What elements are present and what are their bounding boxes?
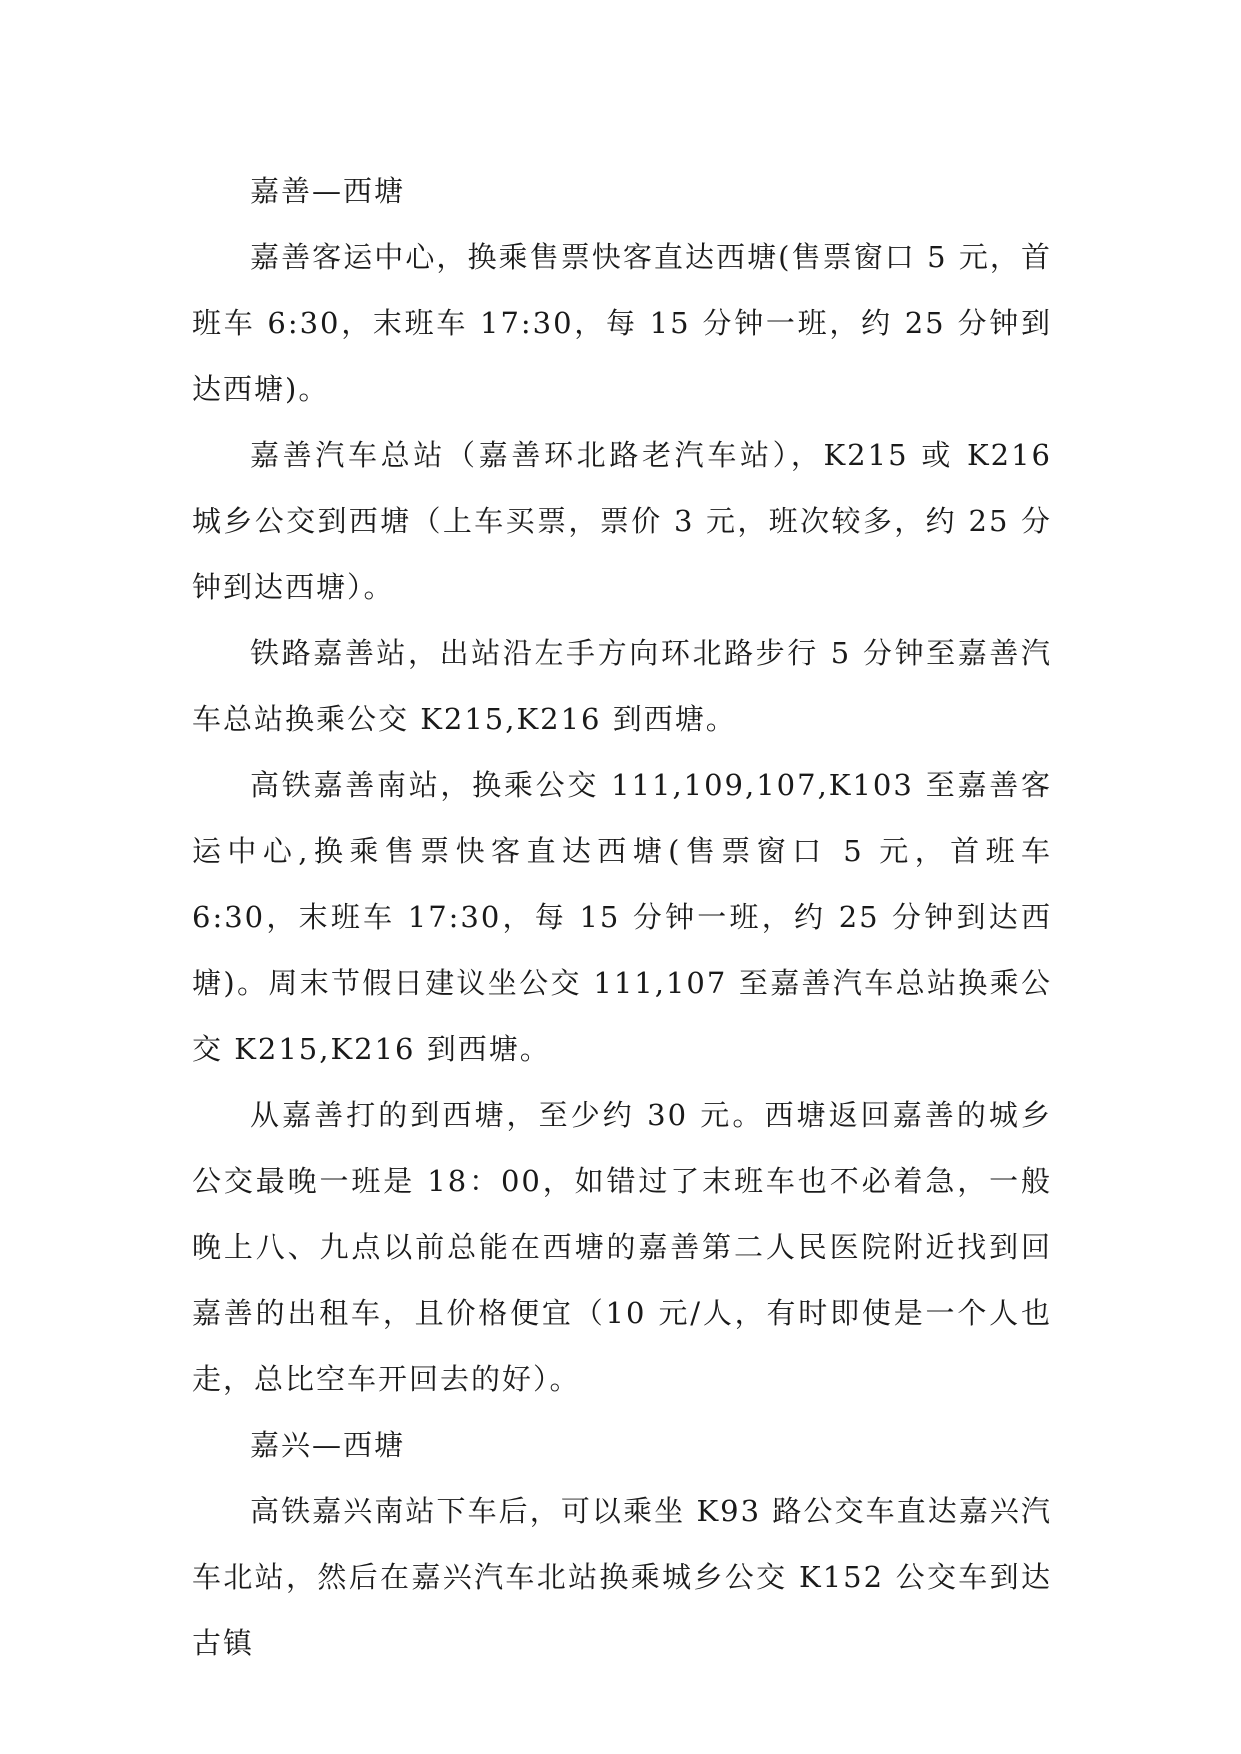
paragraph-passenger-center: 嘉善客运中心，换乘售票快客直达西塘(售票窗口 5 元，首班车 6:30，末班车 17:30，每 15 分钟一班，约 25 分钟到达西塘)。 (192, 240, 1052, 406)
paragraph-jiaxing-south: 高铁嘉兴南站下车后，可以乘坐 K93 路公交车直达嘉兴汽车北站，然后在嘉兴汽车北站换乘城乡公交 K152 公交车到达古镇 (192, 1494, 1052, 1660)
section-heading-jiaxing-xitang: 嘉兴—西塘 (250, 1428, 406, 1462)
paragraph-taxi: 从嘉善打的到西塘，至少约 30 元。西塘返回嘉善的城乡公交最晚一班是 18：00，如错过了末班车也不必着急，一般晚上八、九点以前总能在西塘的嘉善第二人民医院附近找到回嘉善的出租车，且价格便宜（10 元/人，有时即使是一个人也走，总比空车开回去的好）。 (192, 1098, 1052, 1396)
section-heading-jiashan-xitang: 嘉善—西塘 (250, 174, 406, 208)
document-body (192, 158, 1052, 1676)
paragraph-high-speed-station: 高铁嘉善南站，换乘公交 111,109,107,K103 至嘉善客运中心,换乘售票快客直达西塘(售票窗口 5 元，首班车 6:30，末班车 17:30，每 15 分钟一班，约 25 分钟到达西塘)。周末节假日建议坐公交 111,107 至嘉善汽车总站换乘公交 K215,K216 到西塘。 (192, 768, 1052, 1066)
paragraph-railway-station: 铁路嘉善站，出站沿左手方向环北路步行 5 分钟至嘉善汽车总站换乘公交 K215,K216 到西塘。 (192, 636, 1052, 736)
paragraph-bus-terminal: 嘉善汽车总站（嘉善环北路老汽车站），K215 或 K216 城乡公交到西塘（上车买票，票价 3 元，班次较多，约 25 分钟到达西塘）。 (192, 438, 1052, 604)
